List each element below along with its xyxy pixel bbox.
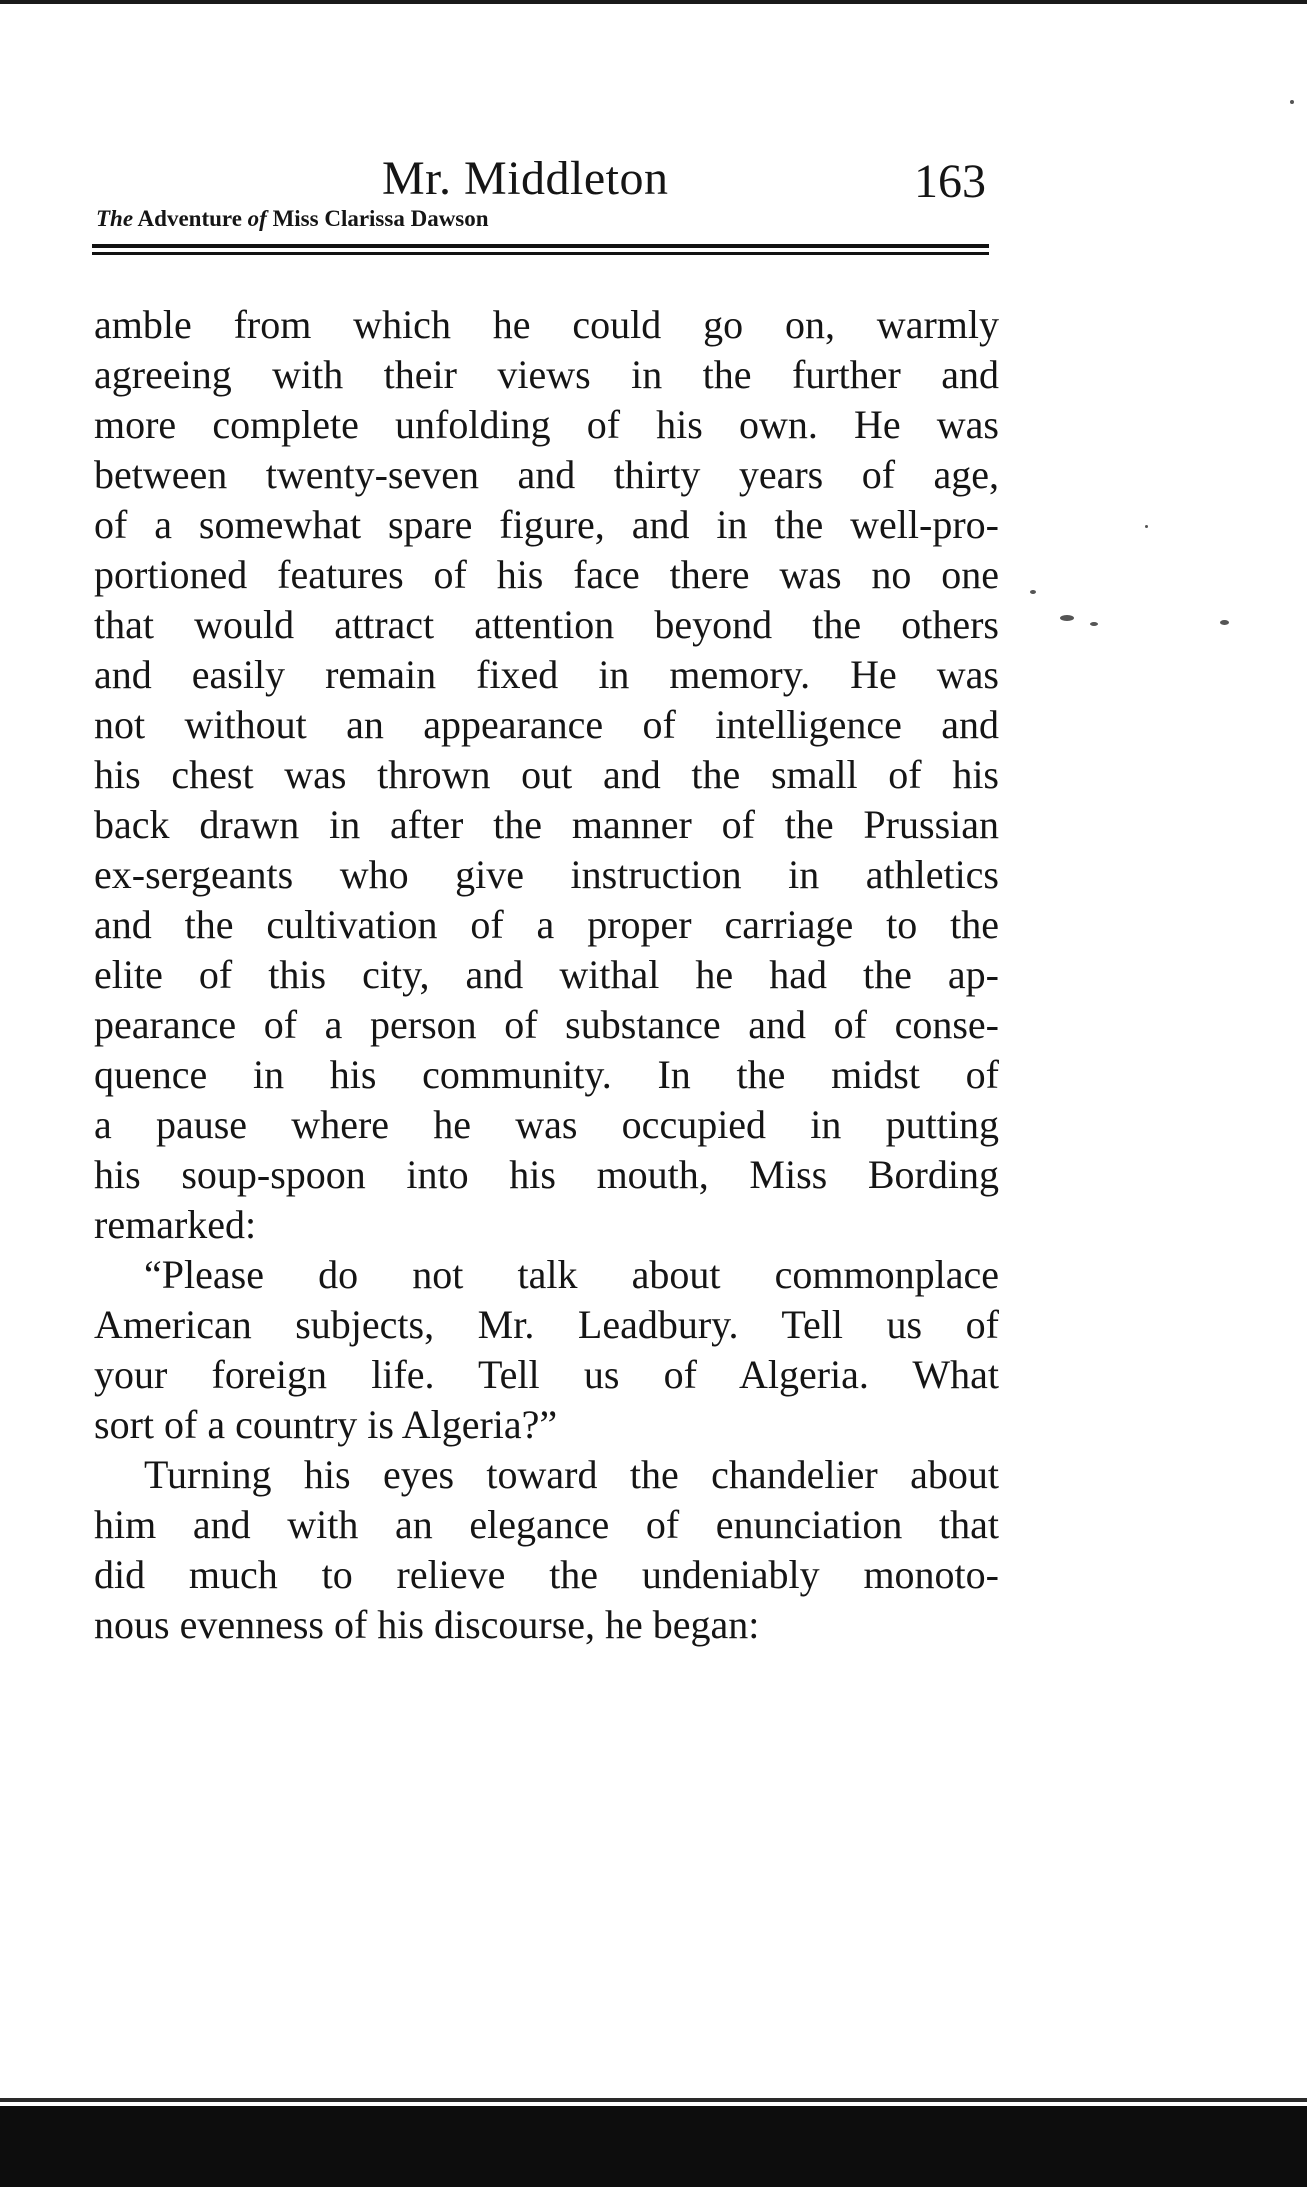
text-line: your foreign life. Tell us of Algeria. What [94, 1352, 999, 1397]
scan-speck [1060, 615, 1074, 621]
text-line: his soup-spoon into his mouth, Miss Bording [94, 1152, 999, 1197]
text-line: that would attract attention beyond the others [94, 602, 999, 647]
text-line: sort of a country is Algeria?” [94, 1402, 558, 1447]
scan-top-edge [0, 0, 1307, 4]
text-line: and the cultivation of a proper carriage to the [94, 902, 999, 947]
text-line: elite of this city, and withal he had the ap- [94, 952, 999, 997]
scan-bottom-edge [0, 2106, 1307, 2187]
page-number: 163 [914, 155, 986, 208]
text-line: did much to relieve the undeniably monoto- [94, 1552, 999, 1597]
scan-speck [1090, 622, 1098, 626]
subtitle-the: The [96, 206, 134, 231]
subtitle-adventure: Adventure [133, 206, 248, 231]
body-text [94, 300, 999, 1650]
text-line: Turning his eyes toward the chandelier about [144, 1452, 999, 1497]
header-rule-bottom [92, 252, 989, 255]
text-line: more complete unfolding of his own. He was [94, 402, 999, 447]
text-line: a pause where he was occupied in putting [94, 1102, 999, 1147]
scan-speck [1145, 525, 1148, 528]
text-line: ex-sergeants who give instruction in athletics [94, 852, 999, 897]
text-line: amble from which he could go on, warmly [94, 302, 999, 347]
text-line: “Please do not talk about commonplace [144, 1252, 999, 1297]
subtitle-of: of [247, 206, 267, 231]
subtitle-miss: Miss Clarissa Dawson [266, 206, 489, 231]
text-line: his chest was thrown out and the small of his [94, 752, 999, 797]
scan-speck [1220, 620, 1229, 625]
text-line: pearance of a person of substance and of conse- [94, 1002, 999, 1047]
header-rule-top [92, 244, 989, 248]
scan-speck [1290, 100, 1294, 104]
text-line: and easily remain fixed in memory. He was [94, 652, 999, 697]
text-line: back drawn in after the manner of the Prussian [94, 802, 999, 847]
text-line: him and with an elegance of enunciation that [94, 1502, 999, 1547]
scan-speck [1030, 590, 1036, 594]
text-line: nous evenness of his discourse, he began: [94, 1602, 760, 1647]
text-line: not without an appearance of intelligence and [94, 702, 999, 747]
text-line: remarked: [94, 1202, 257, 1247]
text-line: of a somewhat spare figure, and in the well-pro- [94, 502, 999, 547]
text-line: portioned features of his face there was no one [94, 552, 999, 597]
text-line: between twenty-seven and thirty years of age, [94, 452, 999, 497]
text-line: agreeing with their views in the further and [94, 352, 999, 397]
text-line: quence in his community. In the midst of [94, 1052, 999, 1097]
scan-bottom-rule [0, 2098, 1307, 2102]
book-subtitle [96, 206, 489, 232]
running-title: Mr. Middleton [382, 152, 669, 205]
text-line: American subjects, Mr. Leadbury. Tell us of [94, 1302, 999, 1347]
